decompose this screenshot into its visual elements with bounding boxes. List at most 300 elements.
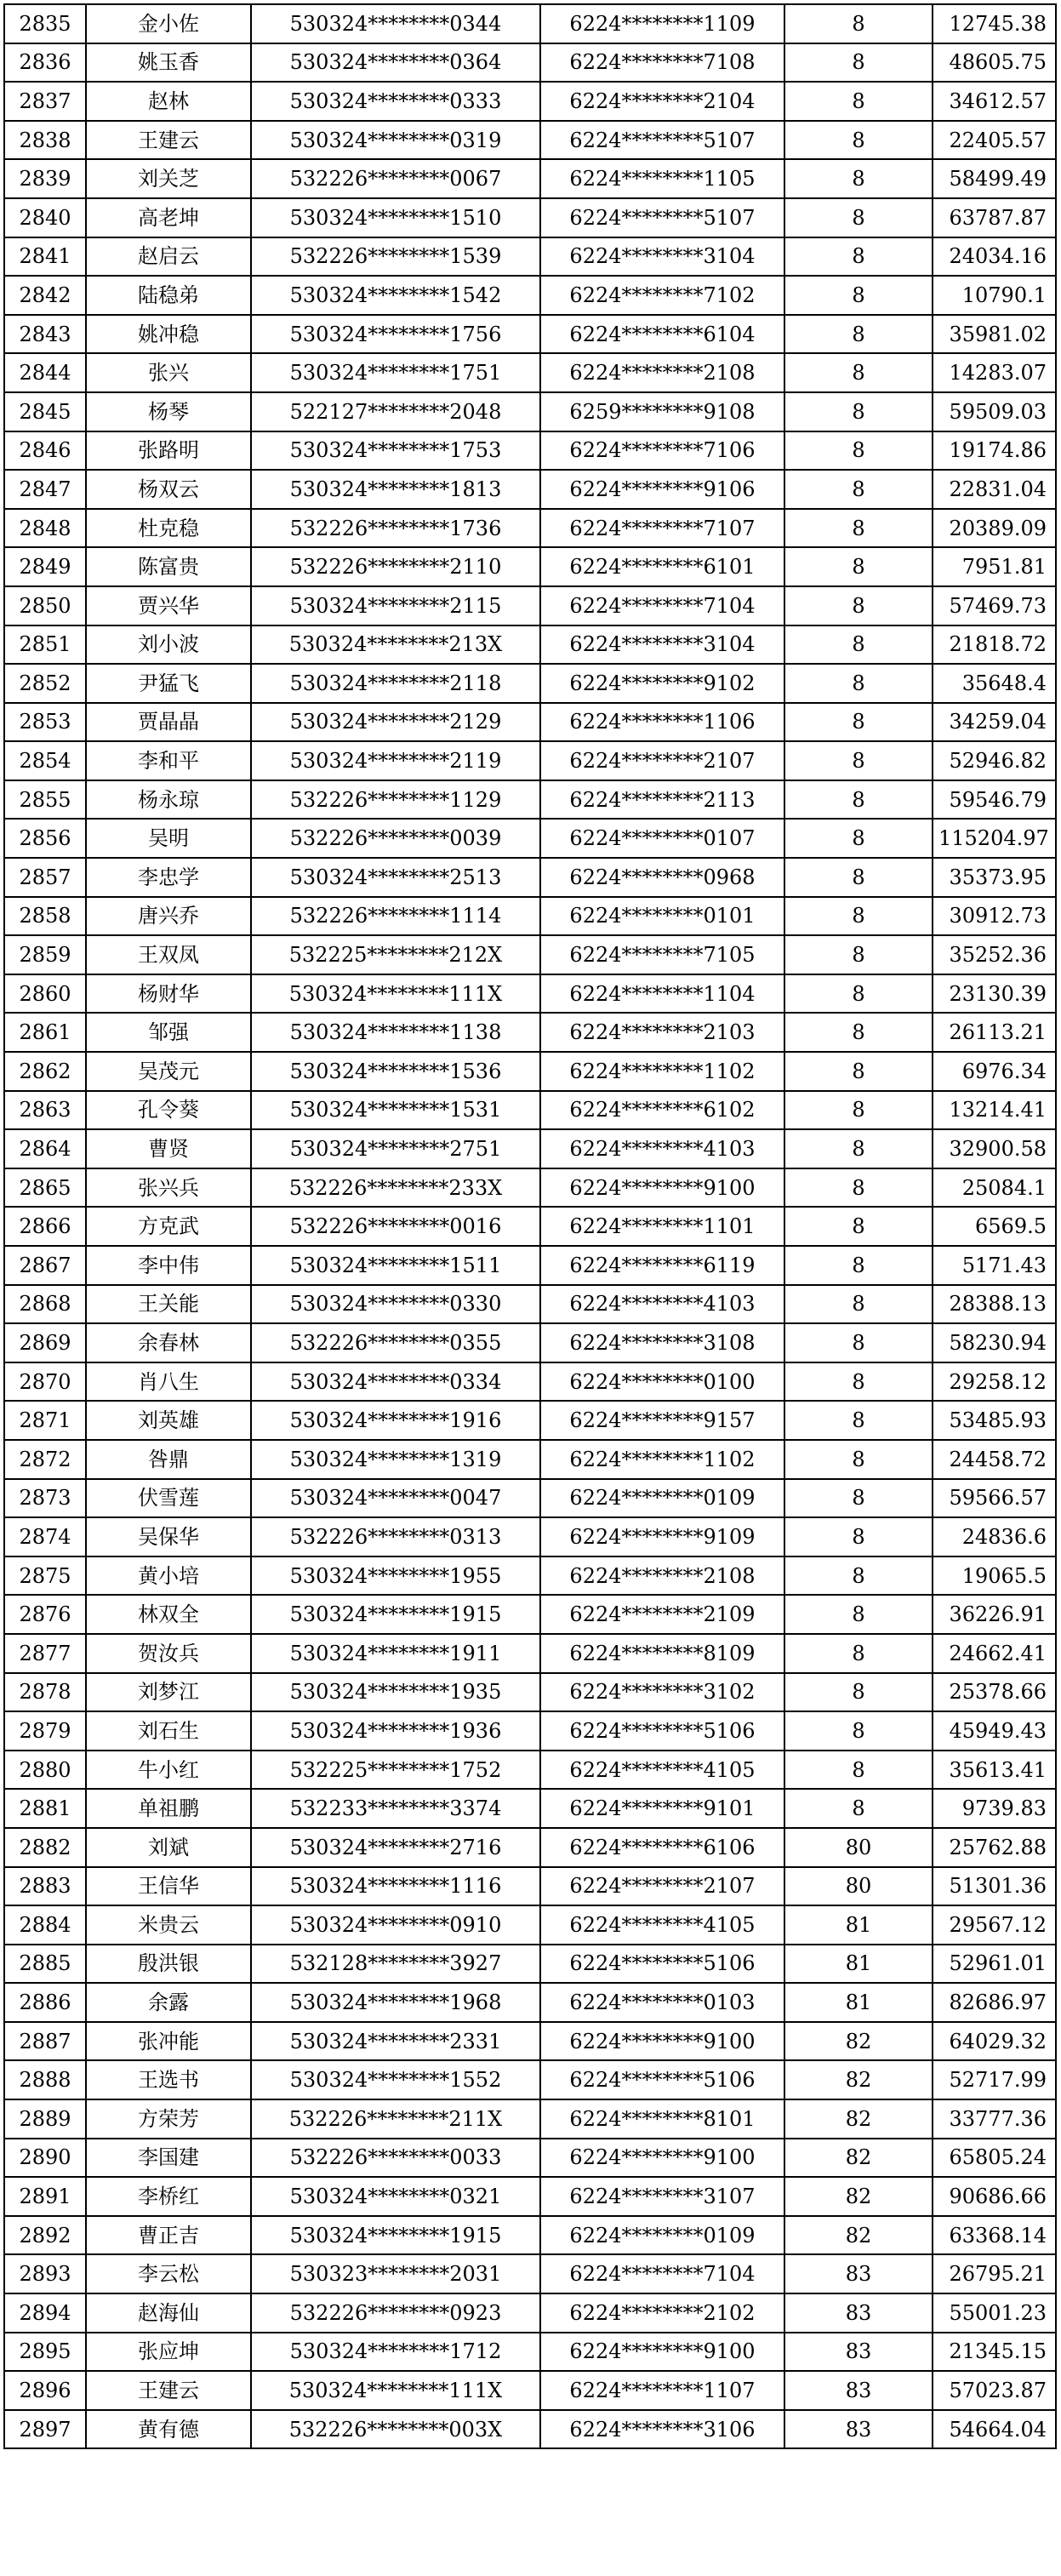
card-number-cell: 6224********2109 bbox=[540, 1595, 784, 1634]
person-name-cell: 咎鼎 bbox=[86, 1440, 251, 1479]
group-number-cell: 8 bbox=[784, 82, 933, 121]
id-number-cell: 532225********1752 bbox=[251, 1751, 540, 1790]
amount-cell: 34259.04 bbox=[933, 703, 1056, 742]
person-name-cell: 张应坤 bbox=[86, 2333, 251, 2372]
card-number-cell: 6224********4105 bbox=[540, 1751, 784, 1790]
group-number-cell: 8 bbox=[784, 4, 933, 43]
row-number-cell: 2881 bbox=[4, 1789, 86, 1828]
group-number-cell: 83 bbox=[784, 2254, 933, 2293]
group-number-cell: 8 bbox=[784, 897, 933, 936]
row-number-cell: 2856 bbox=[4, 819, 86, 858]
table-row bbox=[4, 1052, 1056, 1091]
table-row bbox=[4, 4, 1056, 43]
person-name-cell: 曹贤 bbox=[86, 1129, 251, 1168]
amount-cell: 24034.16 bbox=[933, 237, 1056, 277]
table-row bbox=[4, 1207, 1056, 1246]
group-number-cell: 8 bbox=[784, 1517, 933, 1556]
person-name-cell: 杨财华 bbox=[86, 974, 251, 1014]
id-number-cell: 530324********1531 bbox=[251, 1091, 540, 1130]
row-number-cell: 2869 bbox=[4, 1323, 86, 1362]
table-row bbox=[4, 780, 1056, 820]
row-number-cell: 2885 bbox=[4, 1945, 86, 1984]
id-number-cell: 532226********0033 bbox=[251, 2139, 540, 2178]
amount-cell: 10790.1 bbox=[933, 276, 1056, 315]
person-name-cell: 唐兴乔 bbox=[86, 897, 251, 936]
row-number-cell: 2873 bbox=[4, 1479, 86, 1518]
id-number-cell: 530324********1116 bbox=[251, 1867, 540, 1906]
amount-cell: 51301.36 bbox=[933, 1867, 1056, 1906]
card-number-cell: 6224********2107 bbox=[540, 741, 784, 780]
amount-cell: 35373.95 bbox=[933, 858, 1056, 897]
row-number-cell: 2839 bbox=[4, 159, 86, 198]
group-number-cell: 8 bbox=[784, 1091, 933, 1130]
amount-cell: 59546.79 bbox=[933, 780, 1056, 820]
amount-cell: 21345.15 bbox=[933, 2333, 1056, 2372]
group-number-cell: 8 bbox=[784, 1751, 933, 1790]
card-number-cell: 6224********0100 bbox=[540, 1362, 784, 1402]
group-number-cell: 82 bbox=[784, 2099, 933, 2139]
id-number-cell: 530324********0910 bbox=[251, 1905, 540, 1945]
amount-cell: 32900.58 bbox=[933, 1129, 1056, 1168]
id-number-cell: 530324********2118 bbox=[251, 664, 540, 703]
group-number-cell: 8 bbox=[784, 470, 933, 509]
group-number-cell: 83 bbox=[784, 2293, 933, 2333]
table-row bbox=[4, 1168, 1056, 1208]
table-row bbox=[4, 586, 1056, 625]
card-number-cell: 6224********9100 bbox=[540, 2022, 784, 2061]
table-row bbox=[4, 819, 1056, 858]
id-number-cell: 522127********2048 bbox=[251, 392, 540, 431]
id-number-cell: 530324********0344 bbox=[251, 4, 540, 43]
person-name-cell: 殷洪银 bbox=[86, 1945, 251, 1984]
table-row bbox=[4, 625, 1056, 665]
person-name-cell: 黄小培 bbox=[86, 1556, 251, 1596]
person-name-cell: 赵启云 bbox=[86, 237, 251, 277]
amount-cell: 19065.5 bbox=[933, 1556, 1056, 1596]
person-name-cell: 贾兴华 bbox=[86, 586, 251, 625]
person-name-cell: 吴明 bbox=[86, 819, 251, 858]
group-number-cell: 83 bbox=[784, 2333, 933, 2372]
group-number-cell: 8 bbox=[784, 1479, 933, 1518]
group-number-cell: 8 bbox=[784, 703, 933, 742]
card-number-cell: 6224********7108 bbox=[540, 43, 784, 83]
amount-cell: 21818.72 bbox=[933, 625, 1056, 665]
amount-cell: 90686.66 bbox=[933, 2177, 1056, 2216]
table-row bbox=[4, 509, 1056, 548]
row-number-cell: 2877 bbox=[4, 1634, 86, 1673]
amount-cell: 19174.86 bbox=[933, 431, 1056, 471]
person-name-cell: 张冲能 bbox=[86, 2022, 251, 2061]
amount-cell: 115204.97 bbox=[933, 819, 1056, 858]
id-number-cell: 530324********1510 bbox=[251, 198, 540, 237]
id-number-cell: 532226********1539 bbox=[251, 237, 540, 277]
person-name-cell: 牛小红 bbox=[86, 1751, 251, 1790]
card-number-cell: 6224********5107 bbox=[540, 198, 784, 237]
card-number-cell: 6224********1106 bbox=[540, 703, 784, 742]
id-number-cell: 530324********0334 bbox=[251, 1362, 540, 1402]
card-number-cell: 6224********3104 bbox=[540, 625, 784, 665]
card-number-cell: 6224********1102 bbox=[540, 1052, 784, 1091]
amount-cell: 24836.6 bbox=[933, 1517, 1056, 1556]
person-name-cell: 刘关芝 bbox=[86, 159, 251, 198]
id-number-cell: 532226********1736 bbox=[251, 509, 540, 548]
row-number-cell: 2844 bbox=[4, 353, 86, 392]
person-name-cell: 刘小波 bbox=[86, 625, 251, 665]
amount-cell: 22831.04 bbox=[933, 470, 1056, 509]
id-number-cell: 530324********2119 bbox=[251, 741, 540, 780]
table-row bbox=[4, 2099, 1056, 2139]
amount-cell: 9739.83 bbox=[933, 1789, 1056, 1828]
card-number-cell: 6224********1104 bbox=[540, 974, 784, 1014]
row-number-cell: 2887 bbox=[4, 2022, 86, 2061]
person-name-cell: 单祖鹏 bbox=[86, 1789, 251, 1828]
person-name-cell: 李忠学 bbox=[86, 858, 251, 897]
row-number-cell: 2840 bbox=[4, 198, 86, 237]
row-number-cell: 2862 bbox=[4, 1052, 86, 1091]
row-number-cell: 2853 bbox=[4, 703, 86, 742]
card-number-cell: 6224********6106 bbox=[540, 1828, 784, 1867]
row-number-cell: 2861 bbox=[4, 1013, 86, 1052]
amount-cell: 57469.73 bbox=[933, 586, 1056, 625]
card-number-cell: 6224********6101 bbox=[540, 547, 784, 586]
row-number-cell: 2851 bbox=[4, 625, 86, 665]
amount-cell: 13214.41 bbox=[933, 1091, 1056, 1130]
card-number-cell: 6224********2107 bbox=[540, 1867, 784, 1906]
group-number-cell: 83 bbox=[784, 2371, 933, 2410]
table-row bbox=[4, 974, 1056, 1014]
id-number-cell: 532226********0355 bbox=[251, 1323, 540, 1362]
id-number-cell: 532225********212X bbox=[251, 935, 540, 974]
row-number-cell: 2883 bbox=[4, 1867, 86, 1906]
person-name-cell: 杜克稳 bbox=[86, 509, 251, 548]
table-row bbox=[4, 1401, 1056, 1440]
amount-cell: 35648.4 bbox=[933, 664, 1056, 703]
table-row bbox=[4, 1945, 1056, 1984]
id-number-cell: 532226********1129 bbox=[251, 780, 540, 820]
table-row bbox=[4, 1751, 1056, 1790]
id-number-cell: 530324********1813 bbox=[251, 470, 540, 509]
person-name-cell: 孔令葵 bbox=[86, 1091, 251, 1130]
amount-cell: 52717.99 bbox=[933, 2060, 1056, 2099]
person-name-cell: 曹正吉 bbox=[86, 2216, 251, 2255]
card-number-cell: 6224********9100 bbox=[540, 2333, 784, 2372]
id-number-cell: 530324********2115 bbox=[251, 586, 540, 625]
amount-cell: 45949.43 bbox=[933, 1711, 1056, 1751]
card-number-cell: 6224********9157 bbox=[540, 1401, 784, 1440]
data-table bbox=[3, 3, 1057, 2449]
id-number-cell: 532226********0039 bbox=[251, 819, 540, 858]
group-number-cell: 8 bbox=[784, 431, 933, 471]
card-number-cell: 6259********9108 bbox=[540, 392, 784, 431]
person-name-cell: 贾晶晶 bbox=[86, 703, 251, 742]
id-number-cell: 530324********0364 bbox=[251, 43, 540, 83]
id-number-cell: 530324********1915 bbox=[251, 2216, 540, 2255]
group-number-cell: 81 bbox=[784, 1945, 933, 1984]
table-row bbox=[4, 1323, 1056, 1362]
amount-cell: 82686.97 bbox=[933, 1983, 1056, 2022]
table-row bbox=[4, 858, 1056, 897]
row-number-cell: 2855 bbox=[4, 780, 86, 820]
group-number-cell: 8 bbox=[784, 664, 933, 703]
id-number-cell: 532233********3374 bbox=[251, 1789, 540, 1828]
card-number-cell: 6224********7105 bbox=[540, 935, 784, 974]
card-number-cell: 6224********2102 bbox=[540, 2293, 784, 2333]
group-number-cell: 8 bbox=[784, 43, 933, 83]
person-name-cell: 吴茂元 bbox=[86, 1052, 251, 1091]
row-number-cell: 2836 bbox=[4, 43, 86, 83]
person-name-cell: 杨琴 bbox=[86, 392, 251, 431]
card-number-cell: 6224********3108 bbox=[540, 1323, 784, 1362]
person-name-cell: 李桥红 bbox=[86, 2177, 251, 2216]
group-number-cell: 8 bbox=[784, 1440, 933, 1479]
row-number-cell: 2876 bbox=[4, 1595, 86, 1634]
id-number-cell: 530324********0319 bbox=[251, 121, 540, 160]
card-number-cell: 6224********5106 bbox=[540, 1711, 784, 1751]
group-number-cell: 8 bbox=[784, 1052, 933, 1091]
row-number-cell: 2872 bbox=[4, 1440, 86, 1479]
group-number-cell: 8 bbox=[784, 1362, 933, 1402]
person-name-cell: 余春林 bbox=[86, 1323, 251, 1362]
table-row bbox=[4, 276, 1056, 315]
id-number-cell: 532226********0313 bbox=[251, 1517, 540, 1556]
id-number-cell: 530324********2331 bbox=[251, 2022, 540, 2061]
table-row bbox=[4, 1673, 1056, 1712]
id-number-cell: 530324********1968 bbox=[251, 1983, 540, 2022]
amount-cell: 65805.24 bbox=[933, 2139, 1056, 2178]
id-number-cell: 530324********1319 bbox=[251, 1440, 540, 1479]
card-number-cell: 6224********6104 bbox=[540, 315, 784, 354]
amount-cell: 58230.94 bbox=[933, 1323, 1056, 1362]
table-row bbox=[4, 1867, 1056, 1906]
row-number-cell: 2896 bbox=[4, 2371, 86, 2410]
table-row bbox=[4, 1013, 1056, 1052]
table-row bbox=[4, 1091, 1056, 1130]
id-number-cell: 530324********1916 bbox=[251, 1401, 540, 1440]
amount-cell: 54664.04 bbox=[933, 2410, 1056, 2449]
row-number-cell: 2892 bbox=[4, 2216, 86, 2255]
group-number-cell: 83 bbox=[784, 2410, 933, 2449]
person-name-cell: 陈富贵 bbox=[86, 547, 251, 586]
table-row bbox=[4, 159, 1056, 198]
id-number-cell: 530324********1138 bbox=[251, 1013, 540, 1052]
table-row bbox=[4, 392, 1056, 431]
table-row bbox=[4, 897, 1056, 936]
table-row bbox=[4, 2022, 1056, 2061]
id-number-cell: 530324********1935 bbox=[251, 1673, 540, 1712]
row-number-cell: 2868 bbox=[4, 1285, 86, 1324]
id-number-cell: 532226********0923 bbox=[251, 2293, 540, 2333]
row-number-cell: 2866 bbox=[4, 1207, 86, 1246]
person-name-cell: 米贵云 bbox=[86, 1905, 251, 1945]
amount-cell: 53485.93 bbox=[933, 1401, 1056, 1440]
id-number-cell: 532226********003X bbox=[251, 2410, 540, 2449]
card-number-cell: 6224********3104 bbox=[540, 237, 784, 277]
card-number-cell: 6224********1102 bbox=[540, 1440, 784, 1479]
amount-cell: 33777.36 bbox=[933, 2099, 1056, 2139]
table-row bbox=[4, 1479, 1056, 1518]
group-number-cell: 81 bbox=[784, 1905, 933, 1945]
group-number-cell: 8 bbox=[784, 935, 933, 974]
id-number-cell: 530324********1511 bbox=[251, 1246, 540, 1285]
card-number-cell: 6224********0109 bbox=[540, 1479, 784, 1518]
person-name-cell: 黄有德 bbox=[86, 2410, 251, 2449]
row-number-cell: 2837 bbox=[4, 82, 86, 121]
table-row bbox=[4, 2333, 1056, 2372]
person-name-cell: 李云松 bbox=[86, 2254, 251, 2293]
row-number-cell: 2886 bbox=[4, 1983, 86, 2022]
group-number-cell: 8 bbox=[784, 1595, 933, 1634]
amount-cell: 22405.57 bbox=[933, 121, 1056, 160]
group-number-cell: 8 bbox=[784, 1789, 933, 1828]
person-name-cell: 王建云 bbox=[86, 121, 251, 160]
table-row bbox=[4, 198, 1056, 237]
id-number-cell: 530324********1911 bbox=[251, 1634, 540, 1673]
row-number-cell: 2888 bbox=[4, 2060, 86, 2099]
card-number-cell: 6224********6119 bbox=[540, 1246, 784, 1285]
amount-cell: 52961.01 bbox=[933, 1945, 1056, 1984]
id-number-cell: 532226********2110 bbox=[251, 547, 540, 586]
card-number-cell: 6224********7107 bbox=[540, 509, 784, 548]
row-number-cell: 2894 bbox=[4, 2293, 86, 2333]
amount-cell: 63368.14 bbox=[933, 2216, 1056, 2255]
id-number-cell: 530324********111X bbox=[251, 974, 540, 1014]
amount-cell: 25762.88 bbox=[933, 1828, 1056, 1867]
table-row bbox=[4, 935, 1056, 974]
row-number-cell: 2846 bbox=[4, 431, 86, 471]
card-number-cell: 6224********9101 bbox=[540, 1789, 784, 1828]
table-row bbox=[4, 2410, 1056, 2449]
row-number-cell: 2838 bbox=[4, 121, 86, 160]
table-row bbox=[4, 1711, 1056, 1751]
person-name-cell: 李和平 bbox=[86, 741, 251, 780]
row-number-cell: 2879 bbox=[4, 1711, 86, 1751]
id-number-cell: 530324********1936 bbox=[251, 1711, 540, 1751]
person-name-cell: 李国建 bbox=[86, 2139, 251, 2178]
amount-cell: 29567.12 bbox=[933, 1905, 1056, 1945]
id-number-cell: 532128********3927 bbox=[251, 1945, 540, 1984]
card-number-cell: 6224********5106 bbox=[540, 2060, 784, 2099]
card-number-cell: 6224********2113 bbox=[540, 780, 784, 820]
group-number-cell: 82 bbox=[784, 2216, 933, 2255]
amount-cell: 58499.49 bbox=[933, 159, 1056, 198]
card-number-cell: 6224********7106 bbox=[540, 431, 784, 471]
group-number-cell: 82 bbox=[784, 2177, 933, 2216]
row-number-cell: 2884 bbox=[4, 1905, 86, 1945]
table-row bbox=[4, 1129, 1056, 1168]
group-number-cell: 8 bbox=[784, 1285, 933, 1324]
table-row bbox=[4, 1440, 1056, 1479]
card-number-cell: 6224********4103 bbox=[540, 1129, 784, 1168]
row-number-cell: 2845 bbox=[4, 392, 86, 431]
amount-cell: 26795.21 bbox=[933, 2254, 1056, 2293]
id-number-cell: 530324********0330 bbox=[251, 1285, 540, 1324]
person-name-cell: 刘英雄 bbox=[86, 1401, 251, 1440]
row-number-cell: 2859 bbox=[4, 935, 86, 974]
person-name-cell: 姚玉香 bbox=[86, 43, 251, 83]
person-name-cell: 陆稳弟 bbox=[86, 276, 251, 315]
id-number-cell: 530324********0333 bbox=[251, 82, 540, 121]
row-number-cell: 2841 bbox=[4, 237, 86, 277]
group-number-cell: 8 bbox=[784, 625, 933, 665]
card-number-cell: 6224********7104 bbox=[540, 2254, 784, 2293]
table-row bbox=[4, 1362, 1056, 1402]
person-name-cell: 余露 bbox=[86, 1983, 251, 2022]
id-number-cell: 530324********1915 bbox=[251, 1595, 540, 1634]
person-name-cell: 赵林 bbox=[86, 82, 251, 121]
group-number-cell: 8 bbox=[784, 819, 933, 858]
person-name-cell: 杨永琼 bbox=[86, 780, 251, 820]
table-row bbox=[4, 470, 1056, 509]
person-name-cell: 金小佐 bbox=[86, 4, 251, 43]
amount-cell: 48605.75 bbox=[933, 43, 1056, 83]
id-number-cell: 530324********1753 bbox=[251, 431, 540, 471]
row-number-cell: 2864 bbox=[4, 1129, 86, 1168]
card-number-cell: 6224********1109 bbox=[540, 4, 784, 43]
person-name-cell: 贺汝兵 bbox=[86, 1634, 251, 1673]
card-number-cell: 6224********0968 bbox=[540, 858, 784, 897]
table-row bbox=[4, 1285, 1056, 1324]
person-name-cell: 吴保华 bbox=[86, 1517, 251, 1556]
table-row bbox=[4, 1246, 1056, 1285]
card-number-cell: 6224********4103 bbox=[540, 1285, 784, 1324]
id-number-cell: 530324********2751 bbox=[251, 1129, 540, 1168]
row-number-cell: 2878 bbox=[4, 1673, 86, 1712]
row-number-cell: 2849 bbox=[4, 547, 86, 586]
table-row bbox=[4, 2216, 1056, 2255]
group-number-cell: 8 bbox=[784, 315, 933, 354]
row-number-cell: 2863 bbox=[4, 1091, 86, 1130]
id-number-cell: 530324********0321 bbox=[251, 2177, 540, 2216]
id-number-cell: 530324********2129 bbox=[251, 703, 540, 742]
row-number-cell: 2893 bbox=[4, 2254, 86, 2293]
card-number-cell: 6224********1105 bbox=[540, 159, 784, 198]
row-number-cell: 2865 bbox=[4, 1168, 86, 1208]
person-name-cell: 伏雪莲 bbox=[86, 1479, 251, 1518]
group-number-cell: 80 bbox=[784, 1828, 933, 1867]
amount-cell: 52946.82 bbox=[933, 741, 1056, 780]
group-number-cell: 8 bbox=[784, 1168, 933, 1208]
person-name-cell: 肖八生 bbox=[86, 1362, 251, 1402]
row-number-cell: 2854 bbox=[4, 741, 86, 780]
table-row bbox=[4, 237, 1056, 277]
group-number-cell: 8 bbox=[784, 1129, 933, 1168]
amount-cell: 14283.07 bbox=[933, 353, 1056, 392]
table-row bbox=[4, 1517, 1056, 1556]
id-number-cell: 532226********211X bbox=[251, 2099, 540, 2139]
amount-cell: 6976.34 bbox=[933, 1052, 1056, 1091]
person-name-cell: 王建云 bbox=[86, 2371, 251, 2410]
person-name-cell: 刘石生 bbox=[86, 1711, 251, 1751]
card-number-cell: 6224********3102 bbox=[540, 1673, 784, 1712]
id-number-cell: 530324********2716 bbox=[251, 1828, 540, 1867]
group-number-cell: 8 bbox=[784, 1207, 933, 1246]
id-number-cell: 530324********1552 bbox=[251, 2060, 540, 2099]
row-number-cell: 2874 bbox=[4, 1517, 86, 1556]
row-number-cell: 2895 bbox=[4, 2333, 86, 2372]
amount-cell: 5171.43 bbox=[933, 1246, 1056, 1285]
card-number-cell: 6224********0107 bbox=[540, 819, 784, 858]
card-number-cell: 6224********8101 bbox=[540, 2099, 784, 2139]
group-number-cell: 8 bbox=[784, 1673, 933, 1712]
amount-cell: 59566.57 bbox=[933, 1479, 1056, 1518]
table-row bbox=[4, 741, 1056, 780]
card-number-cell: 6224********2108 bbox=[540, 1556, 784, 1596]
person-name-cell: 赵海仙 bbox=[86, 2293, 251, 2333]
id-number-cell: 530323********2031 bbox=[251, 2254, 540, 2293]
card-number-cell: 6224********2108 bbox=[540, 353, 784, 392]
card-number-cell: 6224********9102 bbox=[540, 664, 784, 703]
table-row bbox=[4, 1983, 1056, 2022]
